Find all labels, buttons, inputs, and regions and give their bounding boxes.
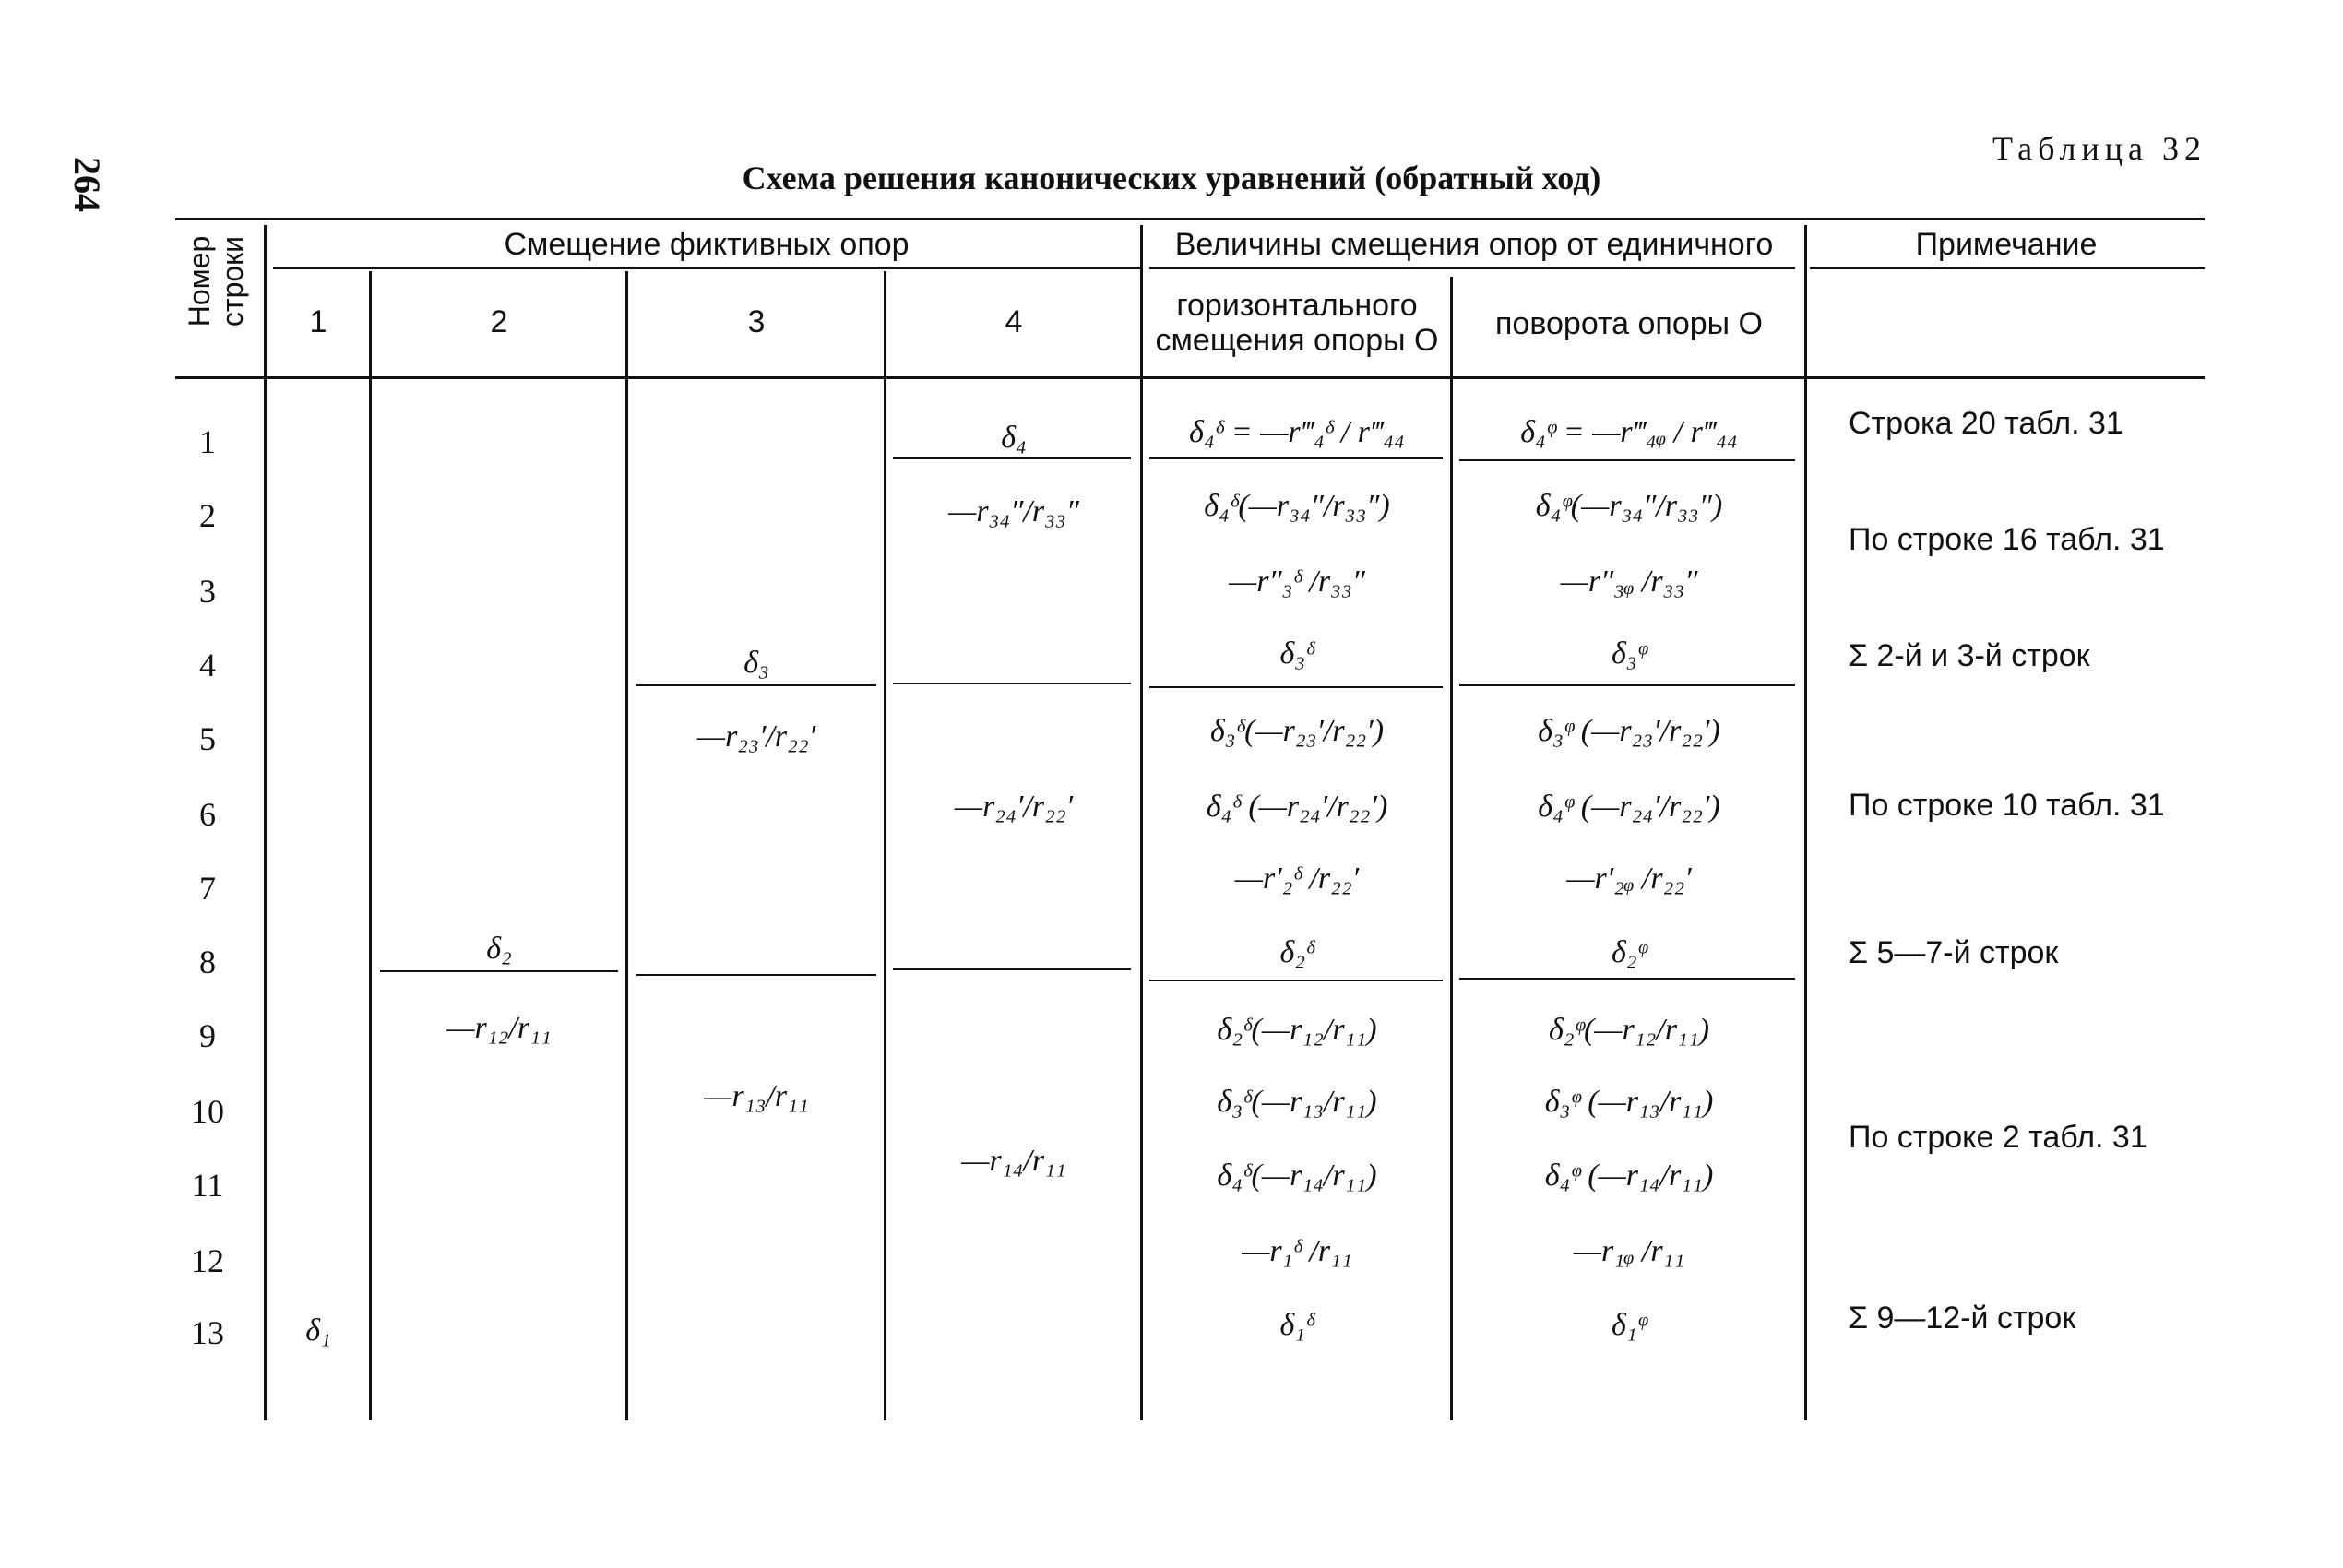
cell-r2-horizontal: δ₄ᵟ(—r₃₄″/r₃₃″) [1204, 489, 1390, 523]
note-row-4: Σ 2-й и 3-й строк [1849, 638, 2090, 673]
cell-r11-horizontal: δ₄ᵟ(—r₁₄/r₁₁) [1217, 1158, 1377, 1193]
row-number: 7 [199, 870, 216, 907]
top-rule [175, 218, 2205, 220]
cell-r8-horizontal: δ₂ᵟ [1279, 935, 1314, 969]
underline-r4-h [1149, 686, 1443, 688]
page-number: 264 [66, 157, 108, 212]
table-label: Таблица 32 [1992, 130, 2206, 167]
underline-r8-c4 [893, 968, 1131, 970]
row-number: 12 [191, 1242, 224, 1279]
cell-r7-horizontal: —r′₂ᵟ /r₂₂′ [1234, 861, 1360, 896]
cell-r10-c3: —r₁₃/r₁₁ [704, 1079, 809, 1113]
row-number: 3 [199, 573, 216, 610]
cell-r2-c4: —r₃₄″/r₃₃″ [948, 494, 1079, 529]
cell-r9-rotation: δ₂ᵠ(—r₁₂/r₁₁) [1548, 1013, 1710, 1047]
underline-r8-p [1459, 978, 1795, 980]
fictive-header-rule [273, 267, 1140, 269]
underline-r8-c3 [636, 974, 876, 976]
cell-r5-rotation: δ₃ᵠ (—r₂₃′/r₂₂′) [1538, 714, 1720, 748]
cell-r5-c3: —r₂₃′/r₂₂′ [696, 719, 816, 754]
row-number: 4 [199, 647, 216, 683]
cell-r8-rotation: δ₂ᵠ [1611, 935, 1647, 969]
cell-r8-c2: δ₂ [486, 932, 512, 966]
cell-r4-c3: δ₃ [743, 646, 769, 680]
col-rule-b [369, 271, 372, 1420]
cell-r11-rotation: δ₄ᵠ (—r₁₄/r₁₁) [1544, 1158, 1714, 1193]
cell-r13-c1: δ₁ [305, 1313, 331, 1348]
col-2-header: 2 [490, 304, 508, 339]
underline-r8-h [1149, 980, 1443, 981]
note-row-8: Σ 5—7-й строк [1849, 935, 2059, 970]
note-rows-9-12: По строке 2 табл. 31 [1849, 1120, 2147, 1155]
cell-r3-horizontal: —r″₃ᵟ /r₃₃″ [1229, 564, 1365, 599]
underline-r1-c4 [893, 457, 1131, 459]
cell-r4-horizontal: δ₃ᵟ [1279, 636, 1314, 671]
col-1-header: 1 [309, 304, 327, 339]
cell-r3-rotation: —r″₃ᵩ /r₃₃″ [1560, 564, 1698, 599]
cell-r7-rotation: —r′₂ᵩ /r₂₂′ [1566, 861, 1692, 896]
table-title: Схема решения канонических уравнений (обратный ход) [742, 160, 1601, 196]
col-rule-g [1804, 225, 1807, 1420]
underline-r8-c2 [380, 970, 618, 972]
cell-r6-c4: —r₂₄′/r₂₂′ [954, 790, 1074, 824]
col-rule-a [264, 225, 267, 1420]
col-3-header: 3 [747, 304, 766, 339]
row-number: 9 [199, 1017, 216, 1054]
cell-r13-horizontal: δ₁ᵟ [1279, 1308, 1314, 1342]
col-4-header: 4 [1005, 304, 1023, 339]
col-rule-e [1140, 225, 1143, 1420]
note-header-rule [1810, 267, 2205, 269]
row-number-header-text: Номер строки [183, 235, 249, 327]
horizontal-header-line1: горизонтального [1176, 288, 1418, 323]
unit-header-rule [1149, 267, 1795, 269]
cell-r9-c2: —r₁₂/r₁₁ [446, 1011, 552, 1045]
row-number: 10 [191, 1093, 224, 1130]
row-number: 5 [199, 720, 216, 757]
underline-r4-c3 [636, 684, 876, 686]
cell-r12-horizontal: —r₁ᵟ /r₁₁ [1242, 1234, 1352, 1268]
col-rule-c [625, 271, 628, 1420]
note-header: Примечание [1915, 227, 2098, 262]
row-number: 6 [199, 796, 216, 833]
cell-r5-horizontal: δ₃ᵟ(—r₂₃′/r₂₂′) [1209, 714, 1385, 748]
row-number: 13 [191, 1314, 224, 1351]
fictive-header: Смещение фиктивных опор [504, 227, 910, 262]
rotation-header: поворота опоры О [1495, 306, 1763, 341]
cell-r10-horizontal: δ₃ᵟ(—r₁₃/r₁₁) [1217, 1085, 1377, 1119]
cell-r1-horizontal: δ₄ᵟ = —r‴₄ᵟ / r‴₄₄ [1189, 415, 1405, 449]
underline-r1-p [1459, 459, 1795, 461]
note-row-13: Σ 9—12-й строк [1849, 1301, 2076, 1336]
cell-r11-c4: —r₁₄/r₁₁ [961, 1144, 1066, 1178]
unit-header: Величины смещения опор от единичного [1174, 227, 1774, 262]
note-rows-2-3: По строке 16 табл. 31 [1849, 522, 2165, 557]
cell-r1-rotation: δ₄ᵠ = —r‴₄ᵩ / r‴₄₄ [1520, 415, 1738, 449]
cell-r4-rotation: δ₃ᵠ [1611, 636, 1647, 671]
row-number: 11 [191, 1167, 224, 1204]
col-rule-f [1450, 277, 1453, 1420]
row-number: 2 [199, 497, 216, 534]
note-row-1: Строка 20 табл. 31 [1849, 406, 2123, 441]
header-bottom-rule [175, 376, 2205, 379]
col-rule-d [884, 271, 886, 1420]
cell-r6-rotation: δ₄ᵠ (—r₂₄′/r₂₂′) [1538, 790, 1720, 824]
cell-r13-rotation: δ₁ᵠ [1611, 1308, 1647, 1342]
underline-r1-h [1149, 457, 1443, 459]
horizontal-header-line2: смещения опоры О [1155, 323, 1439, 358]
cell-r10-rotation: δ₃ᵠ (—r₁₃/r₁₁) [1544, 1085, 1714, 1119]
row-number: 8 [199, 944, 216, 980]
cell-r12-rotation: —r₁ᵩ /r₁₁ [1573, 1234, 1685, 1268]
underline-r4-c4 [893, 683, 1131, 684]
cell-r1-c4: δ₄ [1001, 421, 1027, 455]
underline-r4-p [1459, 684, 1795, 686]
row-number: 1 [199, 423, 216, 460]
cell-r6-horizontal: δ₄ᵟ (—r₂₄′/r₂₂′) [1206, 790, 1388, 824]
cell-r9-horizontal: δ₂ᵟ(—r₁₂/r₁₁) [1217, 1013, 1377, 1047]
note-rows-5-7: По строке 10 табл. 31 [1849, 788, 2165, 823]
cell-r2-rotation: δ₄ᵠ(—r₃₄″/r₃₃″) [1535, 489, 1723, 523]
row-number-header [183, 221, 249, 332]
